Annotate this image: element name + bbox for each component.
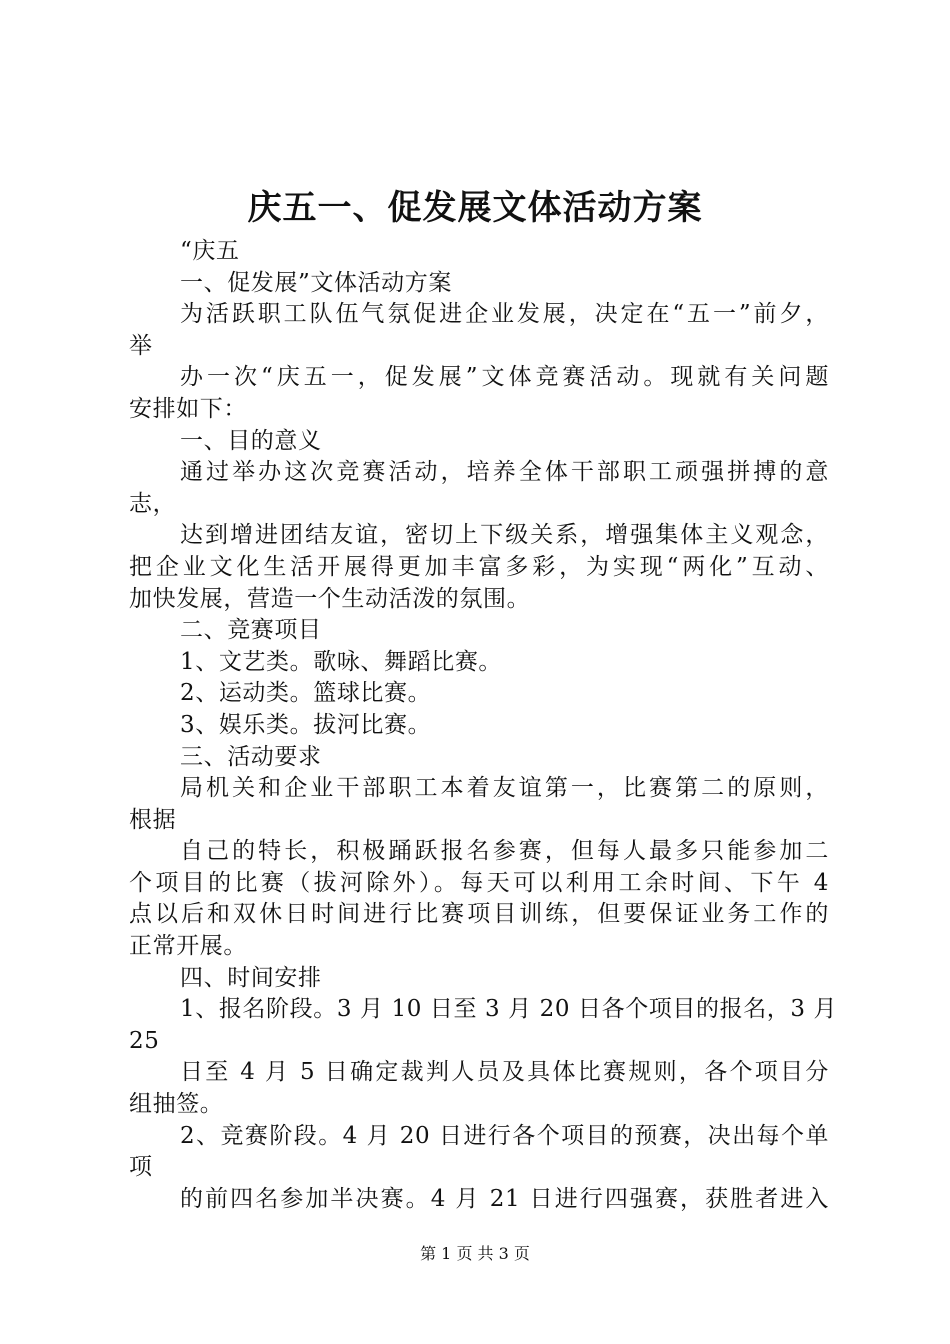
text-line: 2、竞赛阶段。4 月 20 日进行各个项目的预赛，决出每个单 [180,1122,829,1149]
text-line: 通过举办这次竞赛活动，培养全体干部职工顽强拼搏的意 [180,459,829,486]
text-line: 组抽签。 [129,1091,224,1118]
text-line: 志， [129,490,177,517]
document-title: 庆五一、促发展文体活动方案 [247,188,703,228]
text-line: 1、报名阶段。3 月 10 日至 3 月 20 日各个项目的报名，3 月 [180,996,838,1023]
text-line: 1、文艺类。歌咏、舞蹈比赛。 [180,648,503,675]
text-line: 局机关和企业干部职工本着友谊第一，比赛第二的原则， [180,775,829,802]
text-line: “庆五 [180,238,240,264]
text-line: 达到增进团结友谊，密切上下级关系，增强集体主义观念， [180,522,829,549]
text-line: 办一次“庆五一，促发展”文体竞赛活动。现就有关问题 [180,364,829,391]
text-line: 安排如下： [129,395,247,422]
text-line: 3、娱乐类。拔河比赛。 [180,711,432,738]
document-body [129,236,838,1215]
text-line: 的前四名参加半决赛。4 月 21 日进行四强赛，获胜者进入 [180,1185,829,1212]
text-line: 个项目的比赛（拔河除外）。每天可以利用工余时间、下午 4 [129,869,829,896]
text-line: 加快发展，营造一个生动活泼的氛围。 [129,585,531,612]
text-line: 为活跃职工队伍气氛促进企业发展，决定在“五一”前夕， [180,301,829,328]
text-line: 日至 4 月 5 日确定裁判人员及具体比赛规则，各个项目分 [180,1059,829,1086]
text-line: 点以后和双休日时间进行比赛项目训练，但要保证业务工作的 [129,901,829,928]
text-line: 举 [129,332,153,359]
text-line: 二、竞赛项目 [180,617,322,644]
text-line: 2、运动类。篮球比赛。 [180,680,432,707]
text-line: 三、活动要求 [180,743,322,770]
text-line: 25 [129,1027,160,1054]
text-line: 项 [129,1154,153,1181]
text-line: 正常开展。 [129,933,247,960]
text-line: 一、目的意义 [180,427,322,454]
text-line: 自己的特长，积极踊跃报名参赛，但每人最多只能参加二 [180,838,829,865]
page-footer: 第 1 页 共 3 页 [420,1244,530,1263]
text-line: 把企业文化生活开展得更加丰富多彩，为实现“两化”互动、 [129,553,829,580]
text-line: 根据 [129,806,177,833]
text-line: 四、时间安排 [180,964,322,991]
text-line: 一、促发展”文体活动方案 [180,269,452,296]
